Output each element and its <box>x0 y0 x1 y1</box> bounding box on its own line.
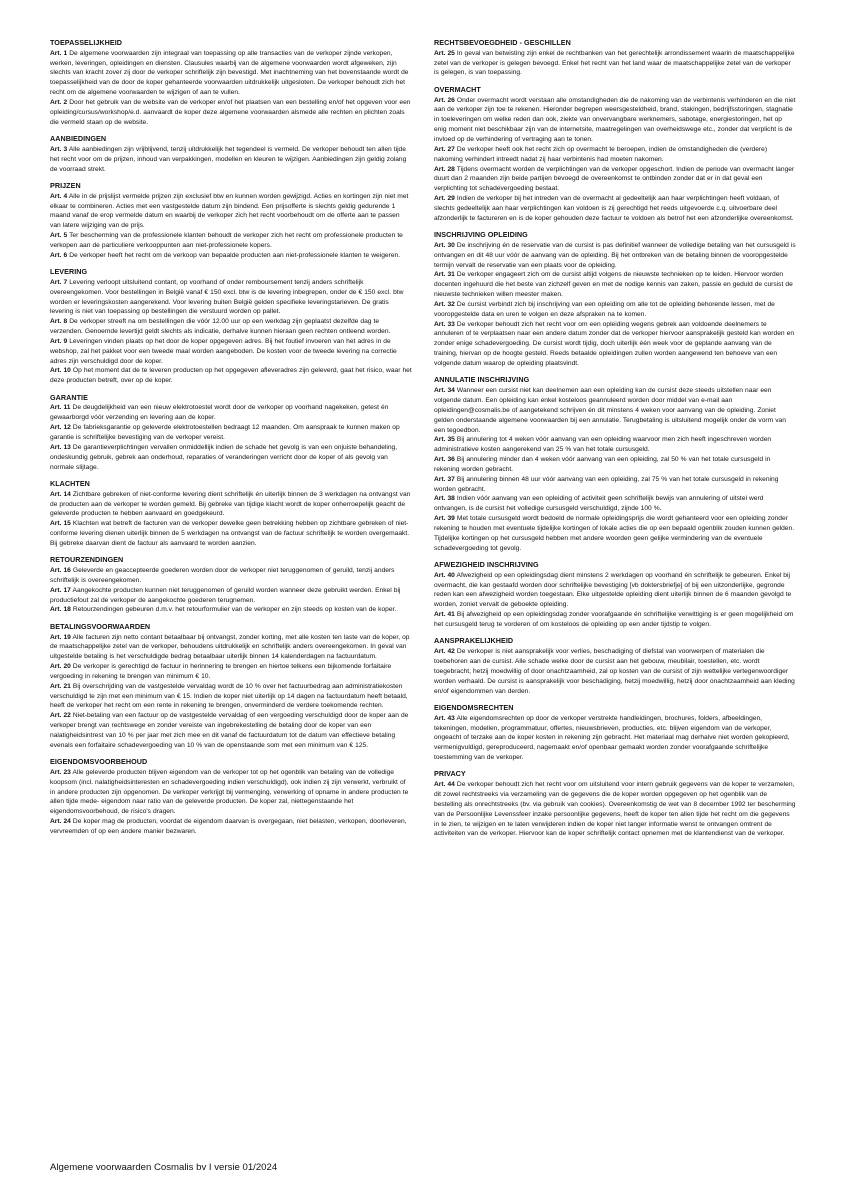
terms-section <box>434 703 796 763</box>
article-clause <box>50 317 412 337</box>
article-text: Bij overschrijding van de vastgestelde vervaldag wordt de 10 % over het factuurbedrag aan administratiekosten verschuldigd te zijn met een minimum van € 15. Indien de koper niet uiterlijk op 14 dagen na factuurdatum heeft betaald, heeft de verkoper het recht om een rente in rekening te brengen, onverminderd de verdere toekomende rechten. <box>50 682 408 710</box>
article-number: Art. 44 <box>434 781 455 789</box>
article-clause <box>50 566 412 586</box>
terms-section <box>50 267 412 386</box>
article-clause <box>434 49 796 79</box>
document-footer: Algemene voorwaarden Cosmalis bv I versie 01/2024 <box>50 1162 278 1173</box>
section-heading: INSCHRIJVING OPLEIDING <box>434 230 528 240</box>
section-heading: EIGENDOMSVOORBEHOUD <box>50 757 148 767</box>
article-text: Met totale cursusgeld wordt bedoeld de normale opleidingsprijs die wordt gehanteerd voor een opleiding zonder rekening te houden met eventuele tijdelijke kortingen of lokale acties die op een bepaald ogenblik zouden kunnen gelden. Tijdelijke kortingen op het cursusgeld hebben met andere woorden geen gelijke vermindering van de eventuele schadevergoeding tot gevolg. <box>434 515 795 552</box>
article-clause <box>50 231 412 251</box>
article-clause <box>50 519 412 549</box>
article-number: Art. 8 <box>50 318 68 326</box>
article-text: Alle eigendomsrechten op door de verkoper verstrekte handleidingen, brochures, folders, afbeeldingen, tekeningen, modellen, programmatuur, offertes, nieuwsbrieven, producties, etc. blijven eigendom van de verkoper, ongeacht of terzake aan de koper kosten in rekening zijn gebracht. Het materiaal mag derhalve niet worden gekopieerd, vermenigvuldigd, gereproduceerd, nagemaakt en/of openbaar gemaakt worden zonder voorafgaande schriftelijke toestemming van de verkoper. <box>434 714 790 762</box>
article-number: Art. 6 <box>50 251 68 259</box>
article-text: In geval van betwisting zijn enkel de rechtbanken van het gerechtelijk arrondissement waarin de maatschappelijke zetel van de verkoper is gelegen bevoegd. Enkel het recht van het land waar de maatschappelijke zetel van de verkoper is gelegen, is van toepassing. <box>434 49 795 77</box>
article-text: Op het moment dat de te leveren producten op het opgegeven afleveradres zijn geleverd, gaat het risico, waar het deze producten betreft, over op de koper. <box>50 367 412 385</box>
article-clause <box>434 145 796 165</box>
article-text: De verkoper behoudt zich het recht voor om een opleiding wegens gebrek aan voldoende deelnemers te annuleren of te verplaatsen naar een andere datum zonder dat de verkoper hiervoor aansprakelijk gesteld kan worden en zonder enige schadevergoeding. De cursist wordt tijdig, doch uiterlijk één week voor de geplande aanvang van de training, hiervan op de hoogte gesteld. Reeds betaalde opleidingen zullen worden aangewend ten behoeve van een volgende datum waarop de opleiding plaatsvindt. <box>434 320 795 368</box>
article-number: Art. 16 <box>50 567 71 575</box>
article-number: Art. 10 <box>50 367 71 375</box>
article-text: Zichtbare gebreken of niet-conforme levering dient schriftelijk én uiterlijk binnen de 3 werkdagen na ontvangst van de producten aan de verkoper te worden gemeld. Bij gebreke van tijdige klacht wordt de koper onherroepelijk geacht de geleverde producten te hebben aanvaard en goedgekeurd. <box>50 490 411 518</box>
article-text: De deugdelijkheid van een nieuw elektrotoestel wordt door de verkoper op voorhand nagekeken, getest én gewaarborgd vóór verzending en levering aan de koper. <box>50 404 389 422</box>
article-number: Art. 2 <box>50 99 68 107</box>
article-number: Art. 30 <box>434 241 455 249</box>
article-text: Bij annulering binnen 48 uur vóór aanvang van een opleiding, zal 75 % van het totale cursusgeld in rekening worden gebracht. <box>434 475 779 493</box>
terms-section <box>434 636 796 696</box>
article-clause <box>434 714 796 763</box>
article-text: De verkoper is niet aansprakelijk voor verlies, beschadiging of diefstal van voorwerpen of materialen die toebehoren aan de cursist. Alle schade welke door de cursist aan het gebouw, meubilair, toestellen, etc. wordt toegebracht, hetzij moedwillig of door onachtzaamheid, zal op kosten van de cursist of zijn wettelijke vertegenwoordiger worden verhaald. De cursist is aansprakelijk voor beschadiging, hetzij moedwillig, hetzij door onachtzaamheid aan kleding en/of eigendommen van derden. <box>434 648 795 695</box>
article-number: Art. 32 <box>434 300 455 308</box>
section-heading: AANBIEDINGEN <box>50 134 107 144</box>
article-text: Bij annulering tot 4 weken vóór aanvang van een opleiding waarvoor men zich heeft ingeschreven worden administratieve kosten aangerekend van 25 % van het totale cursusgeld. <box>434 436 772 454</box>
article-text: Wanneer een cursist niet kan deelnemen aan een opleiding kan de cursist deze steeds uitstellen naar een volgende datum. Een opleiding kan enkel kosteloos geannuleerd worden door middel van e-mail aan opleidingen@cosmalis.be of aangetekend schrijven én dit minstens 4 weken voor aanvang van de opleiding. Zoniet gelden onderstaande algemene voorwaarden bij een annulatie. Terugbetaling is uitsluitend mogelijk onder de vorm van een tegoedbon. <box>434 387 786 434</box>
article-number: Art. 21 <box>50 682 71 690</box>
article-clause <box>50 278 412 317</box>
article-number: Art. 19 <box>50 633 71 641</box>
article-text: Klachten wat betreft de facturen van de verkoper dewelke geen betrekking hebben op zichtbare gebreken of niet-conforme levering dienen uiterlijk binnen de 5 werkdagen na ontvangst van de factuur schriftelijk te worden overgemaakt. Bij gebreke daarvan dient de factuur als aanvaard te worden aanzien. <box>50 520 410 547</box>
terms-section <box>434 560 796 630</box>
article-number: Art. 7 <box>50 278 68 286</box>
article-clause <box>50 192 412 231</box>
article-text: Onder overmacht wordt verstaan alle omstandigheden die de nakoming van de verbintenis verhinderen en die niet aan de verkoper zijn toe te rekenen. Hieronder begrepen weersgesteldheid, brand, stakingen, bedrijfsstoringen, stagnatie in toeleveringen om welke reden dan ook, ziekte van onvervangbare werknemers, sabotage, energiestoringen, het op enig moment niet beschikbaar zijn van de internetsite, maatregelingen van overheidswege etc., zonder dat verplicht is de invloed op de verhindering of vertraging aan te tonen. <box>434 96 796 143</box>
article-number: Art. 40 <box>434 571 455 579</box>
article-text: Niet-betaling van een factuur op de vastgestelde vervaldag of een vergoeding verschuldigd door de koper aan de verkoper brengt van rechtswege en zonder vereiste van ingebrekestelling de betaling door de koper van een nalatigheidsintrest van 10 % per jaar met zich mee en dit vanaf de factuurdatum tot de datum van effectieve betaling evenals een forfaitaire schadevergoeding van 10 % van de openstaande som met een minimum van € 125. <box>50 712 409 749</box>
article-clause <box>50 633 412 663</box>
article-number: Art. 1 <box>50 49 68 57</box>
article-text: Afwezigheid op een opleidingsdag dient minstens 2 werkdagen op voorhand én schriftelijk te gebeuren. Enkel bij overmacht, die kan gestaafd worden door schriftelijke bevestiging [vb doktersbriefje] of bij een uitzonderlijke, gegronde reden kan een afwezigheid worden toegestaan. Elke uitgestelde opleiding dient uiterlijk binnen de 6 maanden gevolgd te worden, zoniet vervalt de geboekte opleiding. <box>434 571 792 609</box>
article-text: De verkoper engageert zich om de cursist altijd volgens de nieuwste technieken op te leiden. Hiervoor worden docenten ingehuurd die het beste van zichzelf geven en met de nodige kennis van zaken, passie en geduld de cursist de nieuwste technieken willen meester maken. <box>434 271 793 299</box>
article-clause <box>434 571 796 610</box>
terms-section <box>434 769 796 839</box>
section-heading: GARANTIE <box>50 392 88 402</box>
article-clause <box>434 270 796 300</box>
article-number: Art. 11 <box>50 404 71 412</box>
section-heading: AANSPRAKELIJKHEID <box>434 636 514 646</box>
article-clause <box>50 768 412 817</box>
article-number: Art. 15 <box>50 520 71 528</box>
article-number: Art. 42 <box>434 648 455 656</box>
article-text: Bij annulering minder dan 4 weken vóór aanvang van een opleiding, zal 50 % van het totale cursusgeld in rekening worden gebracht. <box>434 456 771 473</box>
article-number: Art. 33 <box>434 320 455 328</box>
section-heading: BETALINGSVOORWAARDEN <box>50 621 151 631</box>
article-clause <box>434 320 796 369</box>
article-number: Art. 5 <box>50 232 68 240</box>
article-clause <box>434 647 796 696</box>
article-text: De verkoper heeft ook het recht zich op overmacht te beroepen, indien de omstandigheden die (verdere) nakoming verhindert intreedt nadat zij haar verbintenis had moeten nakomen. <box>434 145 768 163</box>
article-clause <box>50 49 412 98</box>
article-number: Art. 28 <box>434 165 455 173</box>
terms-section <box>50 622 412 751</box>
article-clause <box>50 145 412 175</box>
article-number: Art. 23 <box>50 768 71 776</box>
article-text: De algemene voorwaarden zijn integraal van toepassing op alle transacties van de verkoper zijnde verkopen, werken, leveringen, opleidingen en diensten. Clausules waarbij van de algemene voorwaarden wordt afgeweken, zijn slechts van kracht zover zij door de verkoper schriftelijk zijn bevestigd. Met inachtneming van het bovenstaande wordt de toepasselijkheid van de door de koper gehanteerde voorwaarden uitdrukkelijk uitgesloten. De verkoper behoudt zich het recht om de algemene voorwaarden te wijzigen of aan te vullen. <box>50 49 409 97</box>
article-number: Art. 38 <box>434 495 455 503</box>
article-text: De cursist verbindt zich bij inschrijving van een opleiding om alle tot de opleiding behorende lessen, met de vooropgestelde data en uren te volgen en deze afspraken na te komen. <box>434 300 775 318</box>
article-clause <box>434 475 796 495</box>
article-text: Door het gebruik van de website van de verkoper en/of het plaatsen van een bestelling en/of het opgeven voor een opleiding/cursus/workshop/e.d. aanvaardt de koper deze algemene voorwaarden alsmede alle rechten en plichten zoals die vermeld staan op de website. <box>50 99 411 126</box>
section-heading: RECHTSBEVOEGDHEID - GESCHILLEN <box>434 38 571 47</box>
article-number: Art. 29 <box>434 195 455 203</box>
article-text: Bij afwezigheid op een opleidingsdag zonder voorafgaande én schriftelijke verwittiging is er geen mogelijkheid om het cursusgeld terug te vorderen of om kosteloos de opleiding op een ander tijdstip te volgen. <box>434 611 794 629</box>
article-clause <box>50 817 412 837</box>
article-text: Tijdens overmacht worden de verplichtingen van de verkoper opgeschort. Indien de periode van overmacht langer duurt dan 2 maanden zijn beide partijen bevoegd de overeenkomst te ontbinden zonder dat er in dat geval een verplichting tot schadevergoeding bestaat. <box>434 165 795 193</box>
article-clause <box>434 780 796 839</box>
article-number: Art. 4 <box>50 192 68 200</box>
article-text: Indien vóór aanvang van een opleiding of activiteit geen schriftelijk bewijs van annulering of uitstel werd ontvangen, is de cursist het volledige cursusgeld verschuldigd, zijnde 100 %. <box>434 495 764 513</box>
article-number: Art. 34 <box>434 387 455 395</box>
article-clause <box>50 605 412 615</box>
article-text: De verkoper streeft na om bestellingen die vóór 12.00 uur op een werkdag zijn geplaatst dezelfde dag te verzenden. Genoemde levertijd geldt slechts als indicatie, derhalve kunnen hieraan geen rechten ontleend worden. <box>50 318 391 336</box>
article-text: Geleverde en geaccepteerde goederen worden door de verkoper niet teruggenomen of geruild, tenzij anders schriftelijk is overeengekomen. <box>50 567 395 584</box>
article-clause <box>50 682 412 712</box>
section-heading: PRIJZEN <box>50 180 81 190</box>
terms-section <box>50 757 412 837</box>
article-text: De verkoper is gerechtigd de factuur in herinnering te brengen en hiertoe telkens een bijkomende forfaitaire vergoeding in rekening te brengen van minimum € 10. <box>50 663 392 680</box>
article-clause <box>50 423 412 443</box>
right-column <box>434 38 796 846</box>
article-clause <box>434 241 796 271</box>
article-text: Alle aanbiedingen zijn vrijblijvend, tenzij uitdrukkelijk het tegendeel is vermeld. De verkoper behoudt ten allen tijde het recht voor om de prijzen, inhoud van verpakkingen, modellen en kleuren te wijzigen. Aanbiedingen zijn geldig zolang de voorraad strekt. <box>50 145 407 173</box>
section-heading: AFWEZIGHEID INSCHRIJVING <box>434 560 539 569</box>
article-clause <box>434 194 796 224</box>
article-clause <box>50 337 412 367</box>
article-number: Art. 37 <box>434 475 455 483</box>
section-heading: ANNULATIE INSCHRIJVING <box>434 375 530 385</box>
article-text: De garantieverplichtingen vervallen onmiddellijk indien de schade het gevolg is van een onjuiste behandeling, ondeskundig gebruik, gebrek aan onderhoud, reparaties of veranderingen verricht door de koper of als gevolg van normale slijtage. <box>50 443 398 471</box>
article-number: Art. 25 <box>434 49 455 57</box>
section-heading: PRIVACY <box>434 769 466 779</box>
article-text: Ter bescherming van de professionele klanten behoudt de verkoper zich het recht om professionele producten te verkopen aan de particuliere verkooppunten aan niet-professionele kopers. <box>50 232 403 249</box>
article-number: Art. 14 <box>50 490 71 498</box>
terms-section <box>50 38 412 128</box>
article-clause <box>434 435 796 455</box>
article-number: Art. 13 <box>50 443 71 451</box>
section-heading: OVERMACHT <box>434 84 481 94</box>
terms-section <box>434 375 796 553</box>
article-clause <box>434 610 796 630</box>
article-clause <box>50 403 412 423</box>
terms-section <box>50 134 412 174</box>
article-text: Alle facturen zijn netto contant betaalbaar bij ontvangst, zonder korting, met alle kosten ten laste van de koper, op de maatschappelijke zetel van de verkoper, behoudens uitdrukkelijk en schriftelijk anders overeengekomen. In geval van uitgestelde betaling is het verschuldigde bedrag betaalbaar uiterlijk binnen 14 kalenderdagen na factuurdatum. <box>50 633 410 661</box>
article-clause <box>434 494 796 514</box>
section-heading: LEVERING <box>50 267 88 277</box>
article-number: Art. 24 <box>50 818 71 826</box>
article-text: De koper mag de producten, voordat de eigendom daarvan is overgegaan, niet belasten, verkopen, doorleveren, vervreemden of op een andere manier bezwaren. <box>50 818 407 836</box>
terms-section <box>50 181 412 261</box>
left-column <box>50 38 412 843</box>
terms-section <box>50 393 412 473</box>
article-number: Art. 20 <box>50 663 71 671</box>
terms-section <box>434 85 796 224</box>
section-heading: EIGENDOMSRECHTEN <box>434 702 514 712</box>
article-number: Art. 9 <box>50 337 68 345</box>
article-text: Alle geleverde producten blijven eigendom van de verkoper tot op het ogenblik van betaling van de volledige koopsom (incl. nalatigheidsinteresten en schadevergoeding indien verschuldigd), ook indien zij zijn verwerkt, verbruikt of in andere producten zijn opgenomen. De verkoper verkrijgt bij vermenging, verwerking of opname in andere producten te allen tijde mede- eigendom naar ratio van de geleverde producten. De koper zal, niettegenstaande het eigendomsvoorbehoud, de risico's dragen. <box>50 768 409 816</box>
terms-section <box>434 38 796 78</box>
article-clause <box>50 711 412 750</box>
article-clause <box>50 662 412 682</box>
terms-document <box>50 38 820 1163</box>
article-number: Art. 41 <box>434 611 455 619</box>
article-clause <box>50 490 412 520</box>
article-text: Retourzendingen gebeuren d.m.v. het retourformulier van de verkoper en zijn steeds op kosten van de koper. <box>70 606 397 614</box>
article-number: Art. 27 <box>434 145 455 153</box>
article-number: Art. 12 <box>50 424 71 432</box>
article-number: Art. 18 <box>50 606 71 614</box>
article-clause <box>50 443 412 473</box>
article-text: Alle in de prijslijst vermelde prijzen zijn exclusief btw en kunnen worden gewijzigd. Acties en kortingen zijn niet met elkaar te combineren. Acties met een vastgestelde datum zijn bindend. Een prijsofferte is slechts geldig gedurende 1 maand vanaf de erop vermelde datum en waarbij de verkoper zich het recht voorbehoudt om de offerte aan te passen van latere wijziging van de prijs. <box>50 192 409 230</box>
article-clause <box>50 586 412 606</box>
article-clause <box>50 251 412 261</box>
article-number: Art. 17 <box>50 586 71 594</box>
article-text: De fabrieksgarantie op geleverde elektrotoestellen bedraagt 12 maanden. Om aanspraak te kunnen maken op garantie is schriftelijke bevestiging van de verkoper vereist. <box>50 424 400 441</box>
article-clause <box>434 514 796 553</box>
article-clause <box>434 96 796 145</box>
section-heading: KLACHTEN <box>50 478 90 488</box>
terms-section <box>50 555 412 615</box>
article-number: Art. 26 <box>434 96 455 104</box>
article-number: Art. 36 <box>434 456 455 464</box>
section-heading: RETOURZENDINGEN <box>50 555 124 565</box>
article-clause <box>434 300 796 320</box>
article-text: Leveringen vinden plaats op het door de koper opgegeven adres. Bij het foutief invoeren van het adres in de webshop, zal het pakket voor een tweede maal worden aangeboden. De kosten voor de tweede levering na correctie adres zijn verschuldigd door de koper. <box>50 337 397 365</box>
article-text: De verkoper heeft het recht om de verkoop van bepaalde producten aan niet-professionele klanten te weigeren. <box>67 251 401 259</box>
article-clause <box>434 165 796 195</box>
terms-section <box>434 230 796 369</box>
article-number: Art. 3 <box>50 145 68 153</box>
article-text: Levering verloopt uitsluitend contant, op voorhand of onder remboursement tenzij anders schriftelijk overeengekomen. Voor bestellingen in België vanaf € 150 excl. btw is de levering inbegrepen, onder de € 150 excl. btw worden er leveringskosten aangerekend. Voor levering buiten België gelden specifieke leveringstarieven. De gratis levering is niet van toepassing op bestellingen die verstuurd worden op pallet. <box>50 278 404 316</box>
article-text: De verkoper behoudt zich het recht voor om uitsluitend voor intern gebruik gegevens van de koper te verzamelen, dit zowel rechtstreeks via verzameling van de gegevens die de koper worden opgegeven op het ogenblik van de bestelling als onrechtstreeks (bv. via gebruik van cookies). Overeenkomstig de wet van 8 december 1992 ter bescherming van de Persoonlijke Levenssfeer inzake persoonlijke gegevens, heeft de koper ten allen tijde het recht om die gegevens in te zien, te wijzigen en te laten verwijderen indien de koper niet langer informatie wenst te ontvangen omtrent de activiteiten van de verkoper. Hiervoor kan de koper schriftelijk contact opnemen met de klantendienst van de verkoper. <box>434 781 796 838</box>
article-clause <box>434 455 796 475</box>
article-text: Indien de verkoper bij het intreden van de overmacht al gedeeltelijk aan haar verplichtingen heeft voldaan, of slechts gedeeltelijk aan haar verplichtingen kan voldoen is zij gerechtigd het reeds uitgevoerde c.q. uitvoerbare deel afzonderlijk te factureren en is de koper gehouden deze factuur te voldoen als betrof het een afzonderlijke overeenkomst. <box>434 195 794 222</box>
article-number: Art. 35 <box>434 436 455 444</box>
article-text: Aangekochte producten kunnen niet teruggenomen of geruild worden wanneer deze gebruikt werden. Enkel bij productiefout zal de verkoper de aangekochte goederen terugnemen. <box>50 586 401 604</box>
article-number: Art. 22 <box>50 712 71 720</box>
article-text: De inschrijving én de reservatie van de cursist is pas definitief wanneer de volledige betaling van het cursusgeld is ontvangen en dit 48 uur vóór de aanvang van de opleiding. Bij het ontbreken van de betaling binnen de vooropgestelde termijn vervalt de reservatie van een plaats voor de opleiding. <box>434 241 796 269</box>
article-number: Art. 39 <box>434 515 455 523</box>
article-clause <box>50 366 412 386</box>
article-clause <box>434 386 796 435</box>
terms-section <box>50 479 412 549</box>
article-number: Art. 43 <box>434 714 455 722</box>
article-number: Art. 31 <box>434 271 455 279</box>
section-heading: TOEPASSELIJKHEID <box>50 38 123 47</box>
article-clause <box>50 98 412 128</box>
